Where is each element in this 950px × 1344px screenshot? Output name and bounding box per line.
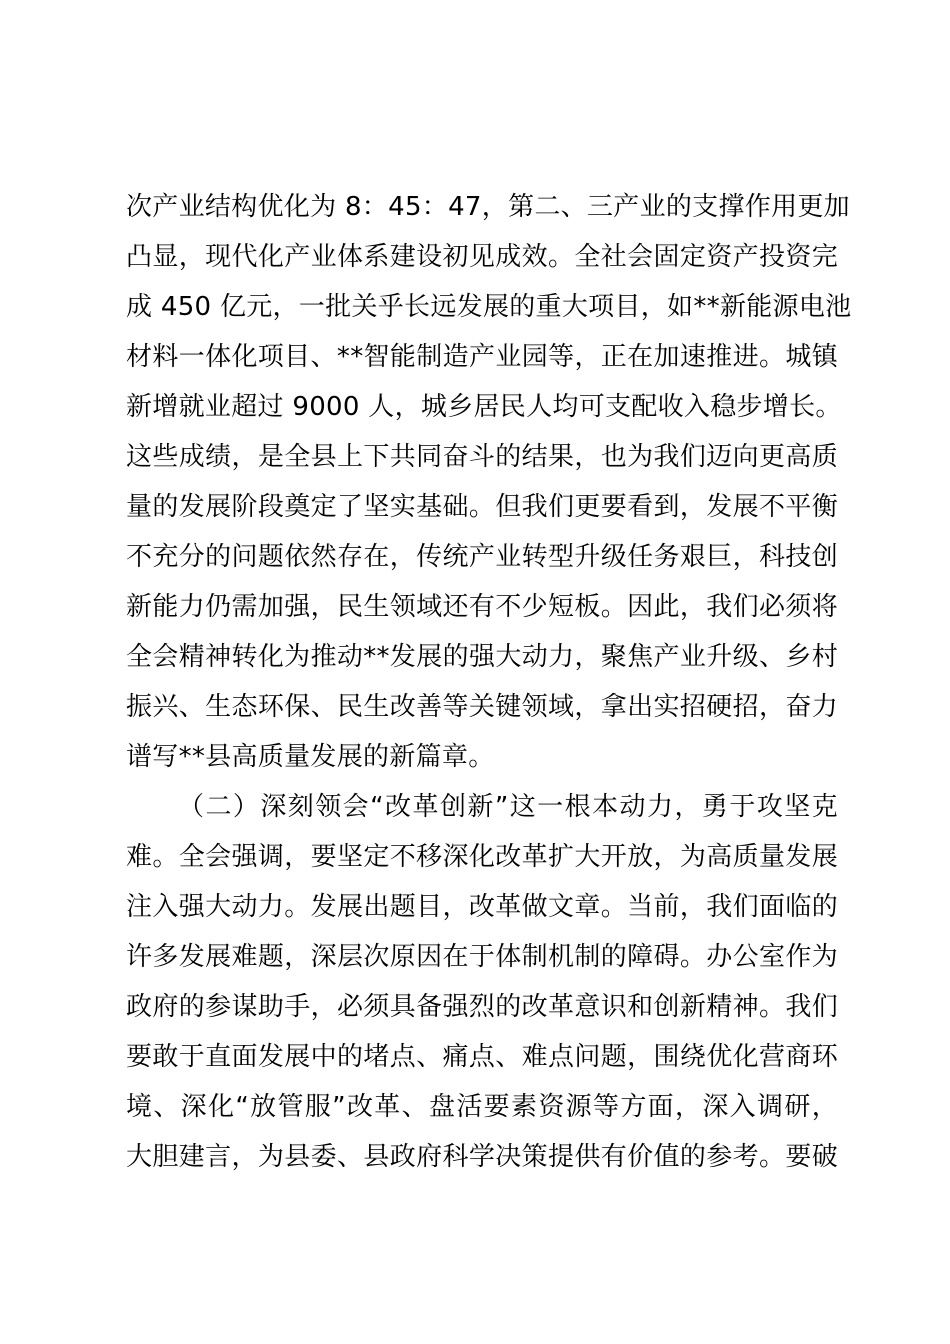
text-line: 大胆建言，为县委、县政府科学决策提供有价值的参考。要破 — [126, 1142, 838, 1172]
text-line: 次产业结构优化为 8：45：47，第二、三产业的支撑作用更加 — [126, 192, 850, 222]
text-line: 新能力仍需加强，民生领域还有不少短板。因此，我们必须将 — [126, 592, 838, 622]
text-line: 振兴、生态环保、民生改善等关键领域，拿出实招硬招，奋力 — [126, 692, 838, 722]
text-line: 不充分的问题依然存在，传统产业转型升级任务艰巨，科技创 — [126, 542, 838, 572]
text-line: 注入强大动力。发展出题目，改革做文章。当前，我们面临的 — [126, 892, 838, 922]
section-heading-line: （二）深刻领会“改革创新”这一根本动力，勇于攻坚克 — [178, 792, 838, 822]
text-line: 全会精神转化为推动**发展的强大动力，聚焦产业升级、乡村 — [126, 642, 838, 672]
text-line: 新增就业超过 9000 人，城乡居民人均可支配收入稳步增长。 — [126, 392, 842, 422]
text-line: 凸显，现代化产业体系建设初见成效。全社会固定资产投资完 — [126, 242, 838, 272]
document-body — [126, 182, 852, 1182]
text-line: 材料一体化项目、**智能制造产业园等，正在加速推进。城镇 — [126, 342, 838, 372]
text-line: 境、深化“放管服”改革、盘活要素资源等方面，深入调研， — [126, 1092, 838, 1122]
text-line: 难。全会强调，要坚定不移深化改革扩大开放，为高质量发展 — [126, 842, 838, 872]
text-line: 政府的参谋助手，必须具备强烈的改革意识和创新精神。我们 — [126, 992, 838, 1022]
text-line-paragraph-end: 谱写**县高质量发展的新篇章。 — [126, 742, 495, 772]
text-line: 这些成绩，是全县上下共同奋斗的结果，也为我们迈向更高质 — [126, 442, 838, 472]
text-line: 许多发展难题，深层次原因在于体制机制的障碍。办公室作为 — [126, 942, 838, 972]
text-line: 成 450 亿元，一批关乎长远发展的重大项目，如**新能源电池 — [126, 292, 852, 322]
text-line: 量的发展阶段奠定了坚实基础。但我们更要看到，发展不平衡 — [126, 492, 838, 522]
text-line: 要敢于直面发展中的堵点、痛点、难点问题，围绕优化营商环 — [126, 1042, 838, 1072]
